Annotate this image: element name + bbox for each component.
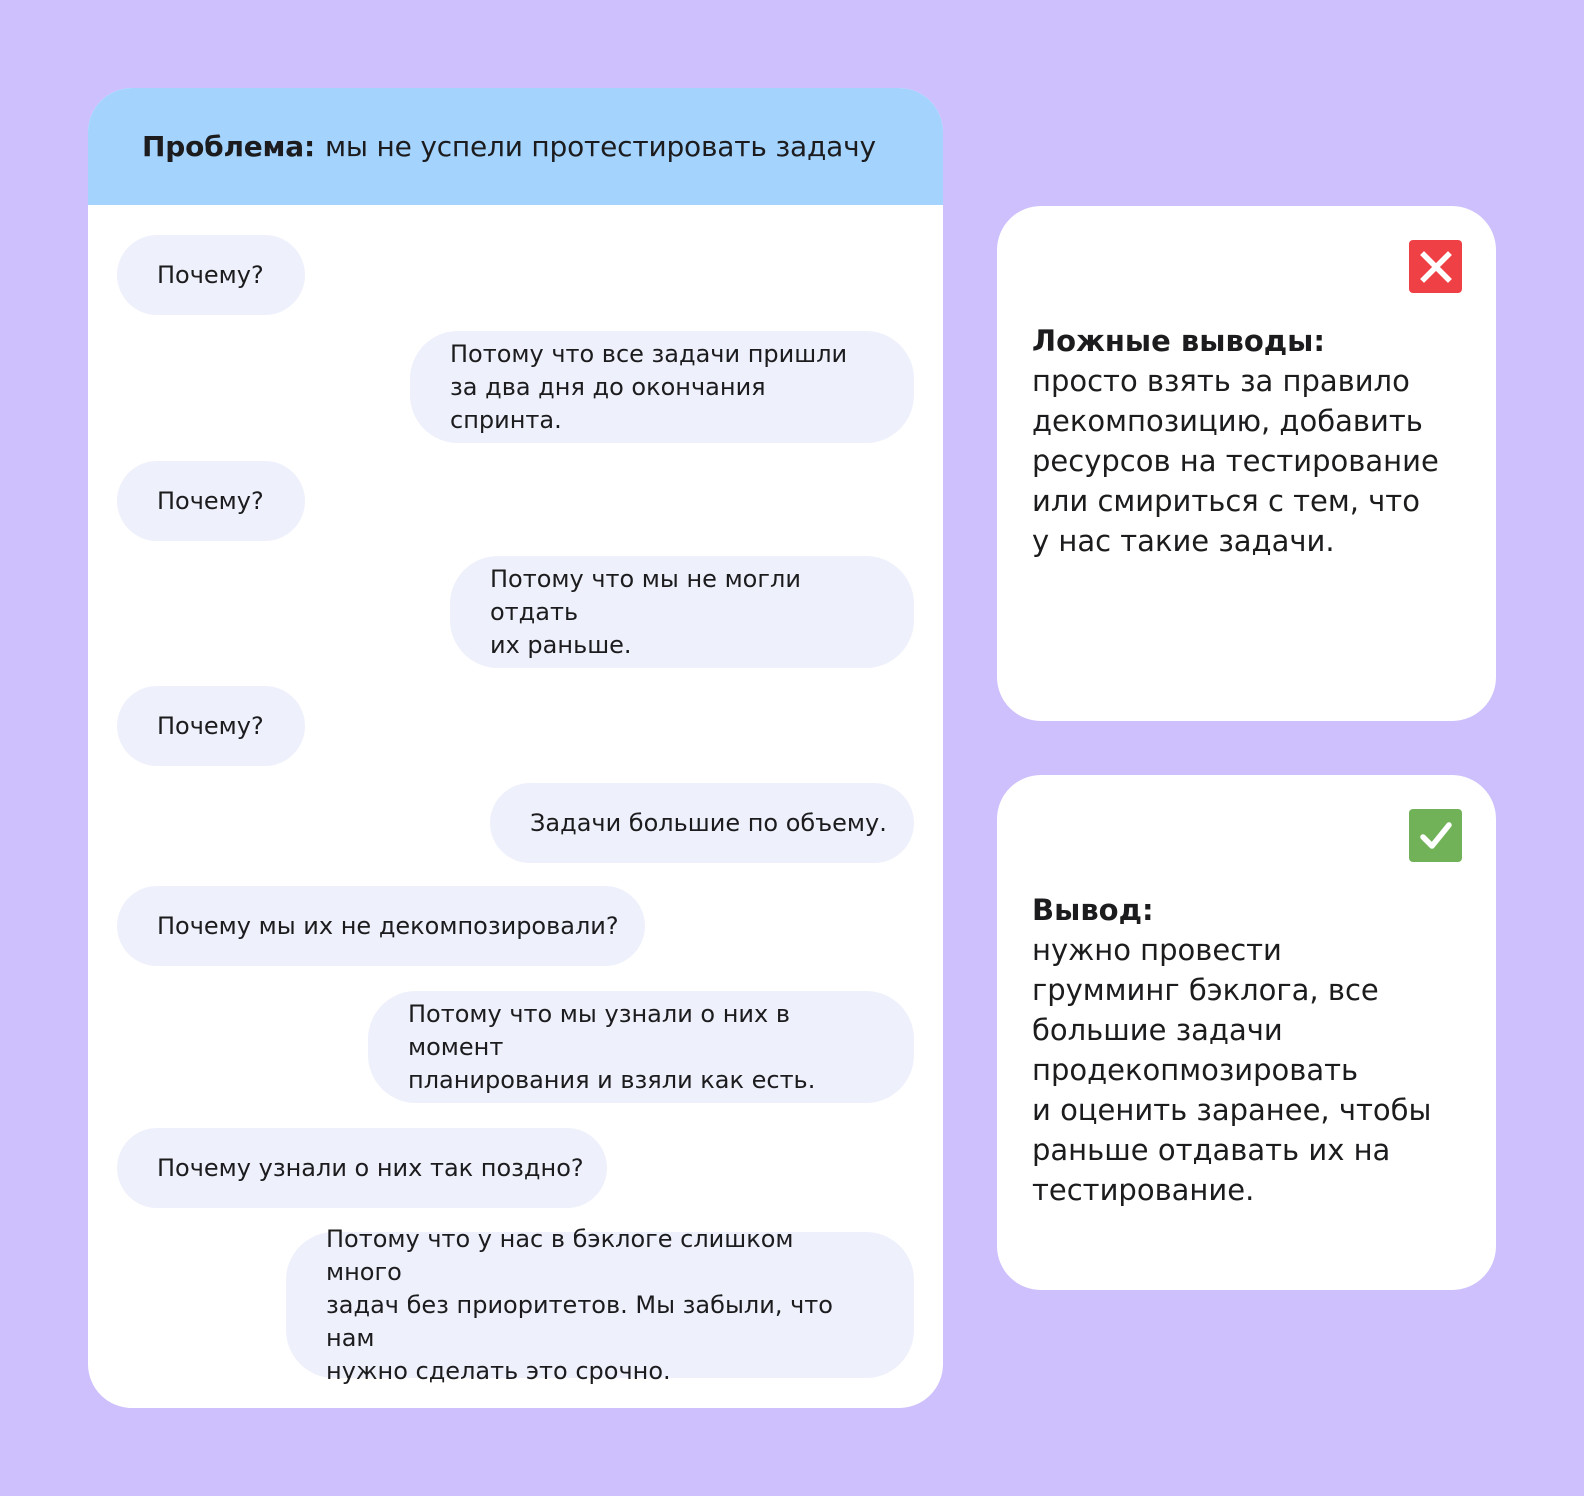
bubble-text: Почему узнали о них так поздно? (157, 1153, 584, 1182)
bubble-text: Почему? (157, 260, 264, 289)
answer-bubble (286, 1224, 914, 1385)
problem-header (88, 88, 943, 205)
bubble-text: Потому что у нас в бэклоге слишком много задач без приоритетов. Мы забыли, что нам нужно сделать это срочно. (326, 1224, 833, 1385)
bubble-text: Потому что мы узнали о них в момент планирования и взяли как есть. (408, 999, 816, 1094)
question-bubble (117, 886, 645, 966)
conclusion-text (1032, 890, 1476, 1210)
bubble-text: Почему мы их не декомпозировали? (157, 911, 619, 940)
false-conclusions-text (1032, 321, 1476, 561)
problem-text: мы не успели протестировать задачу (324, 130, 876, 163)
question-bubble (117, 235, 305, 315)
answer-bubble (410, 331, 914, 443)
check-mark-icon (1409, 809, 1462, 862)
conclusion-title: Вывод: (1032, 893, 1154, 927)
answer-bubble (368, 991, 914, 1103)
bubble-text: Потому что мы не могли отдать их раньше. (490, 564, 801, 659)
bubble-text: Почему? (157, 711, 264, 740)
problem-label: Проблема: (142, 130, 315, 163)
question-bubble (117, 461, 305, 541)
bubble-text: Задачи большие по объему. (530, 808, 887, 837)
bubble-text: Потому что все задачи пришли за два дня до окончания спринта. (450, 339, 848, 434)
cross-mark-icon (1409, 240, 1462, 293)
bubble-text: Почему? (157, 486, 264, 515)
false-conclusions-card (997, 206, 1496, 721)
answer-bubble (450, 556, 914, 668)
why-dialog-card (88, 88, 943, 1408)
false-conclusions-title: Ложные выводы: (1032, 324, 1325, 358)
question-bubble (117, 686, 305, 766)
conclusion-body: нужно провести грумминг бэклога, все большие задачи продекопмозировать и оценить заранее, чтобы раньше отдавать их на тестирование. (1032, 933, 1432, 1207)
question-bubble (117, 1128, 607, 1208)
conclusion-card (997, 775, 1496, 1290)
answer-bubble (490, 783, 914, 863)
false-conclusions-body: просто взять за правило декомпозицию, добавить ресурсов на тестирование или смириться с тем, что у нас такие задачи. (1032, 364, 1439, 558)
